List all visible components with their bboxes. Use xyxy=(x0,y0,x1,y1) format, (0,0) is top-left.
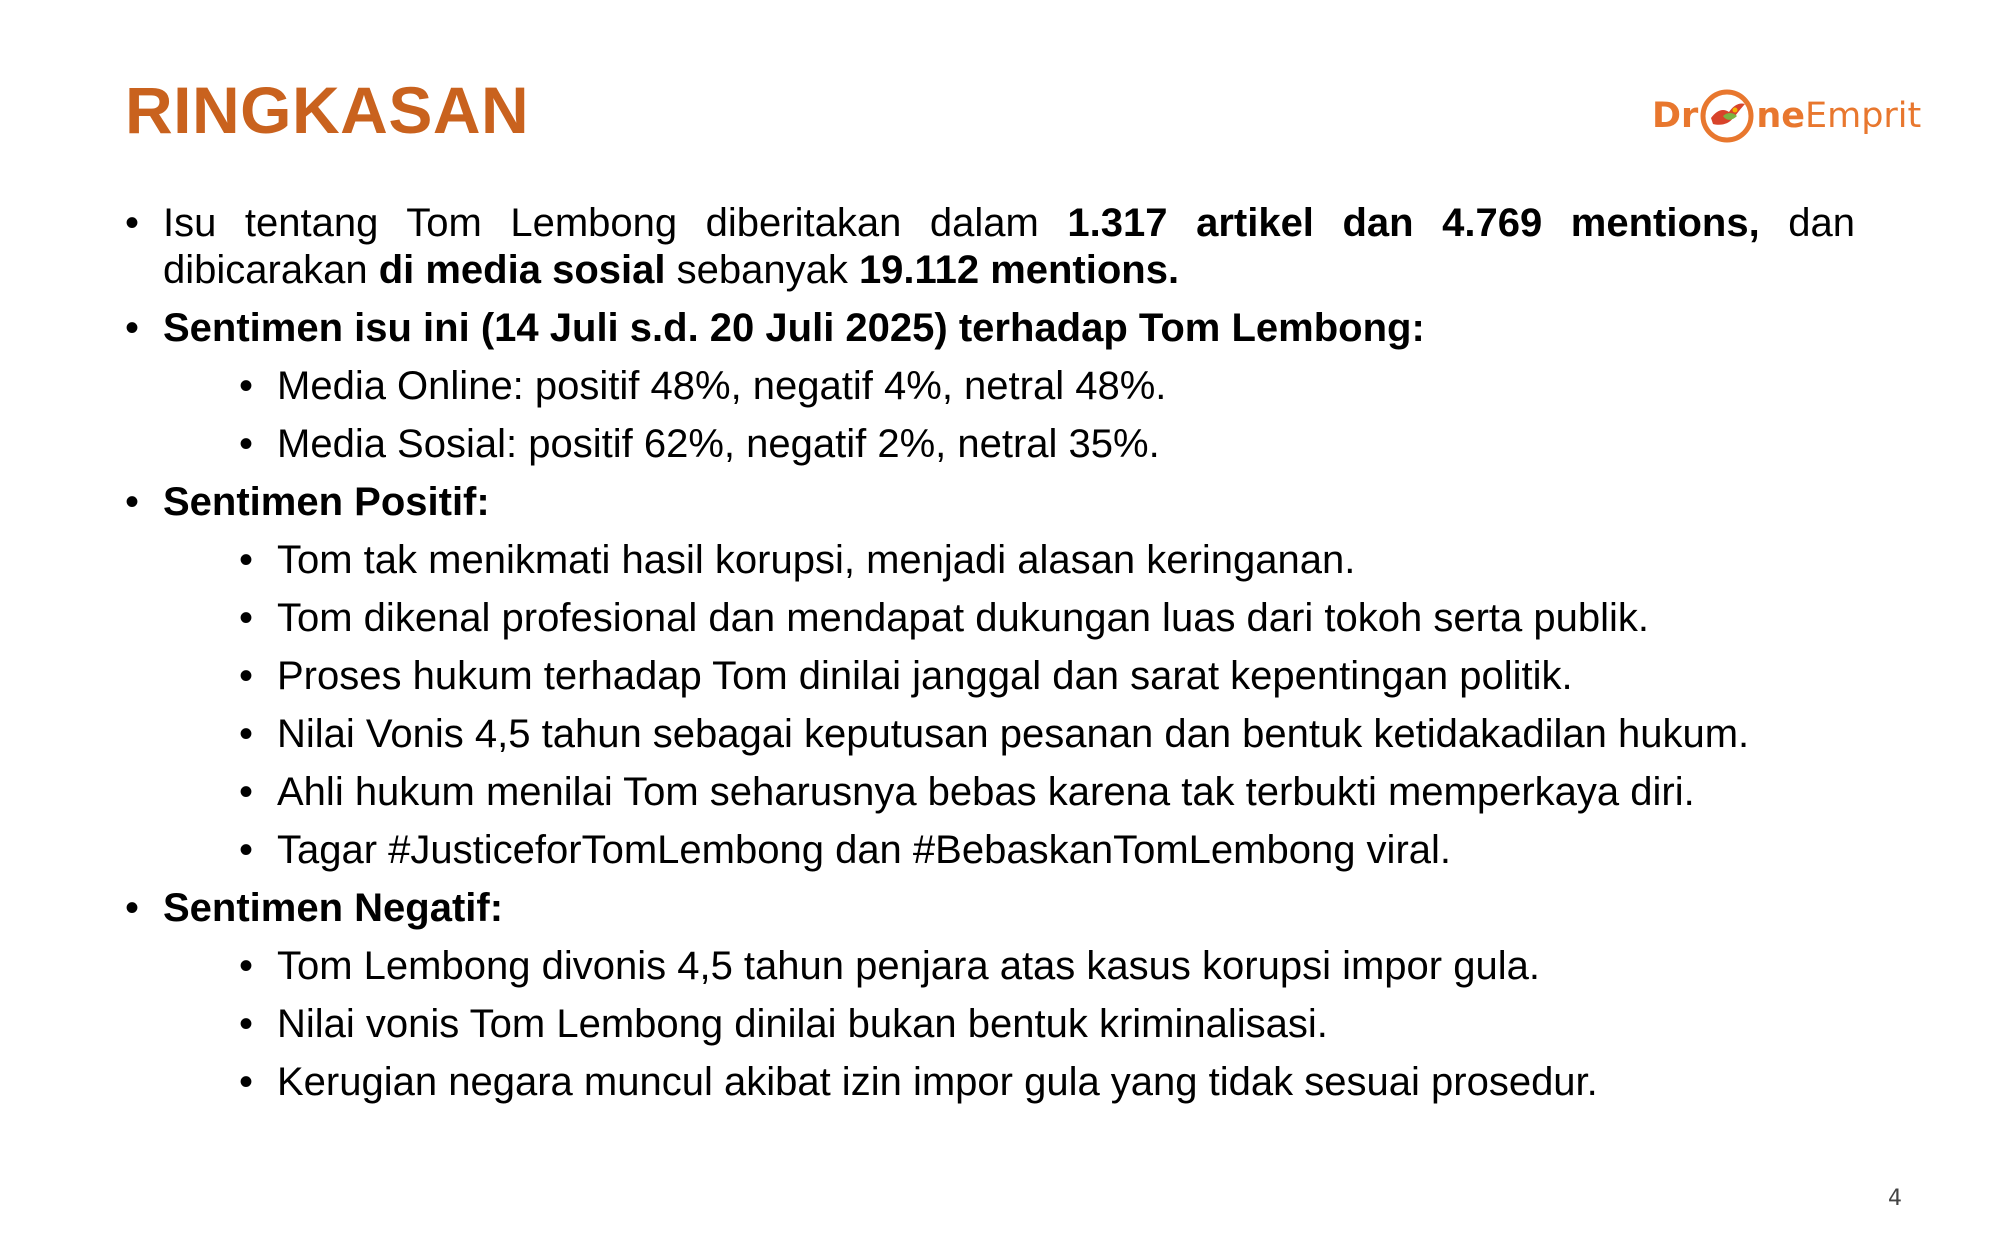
positive-item: • Nilai Vonis 4,5 tahun sebagai keputusan pesanan dan bentuk ketidakadilan hukum. xyxy=(239,711,1855,758)
summary-content xyxy=(125,200,1855,1117)
drone-bird-circle-icon xyxy=(1699,88,1755,144)
positive-bullet xyxy=(125,479,1855,874)
positive-sublist xyxy=(163,537,1855,874)
intro-bullet xyxy=(125,200,1855,294)
sentiment-item: • Media Sosial: positif 62%, negatif 2%, netral 35%. xyxy=(239,421,1855,468)
positive-item: • Proses hukum terhadap Tom dinilai janggal dan sarat kepentingan politik. xyxy=(239,653,1855,700)
positive-item: • Tom dikenal profesional dan mendapat dukungan luas dari tokoh serta publik. xyxy=(239,595,1855,642)
negative-heading: Sentimen Negatif: xyxy=(163,886,504,930)
negative-item: • Kerugian negara muncul akibat izin impor gula yang tidak sesuai prosedur. xyxy=(239,1059,1855,1106)
summary-list xyxy=(125,200,1855,1106)
intro-bold-mentions: 19.112 mentions. xyxy=(858,248,1180,292)
positive-item: • Ahli hukum menilai Tom seharusnya bebas karena tak terbukti memperkaya diri. xyxy=(239,769,1855,816)
sentiment-item: • Media Online: positif 48%, negatif 4%, netral 48%. xyxy=(239,363,1855,410)
page-title: RINGKASAN xyxy=(125,73,530,147)
negative-bullet xyxy=(125,885,1855,1106)
sentiment-sublist xyxy=(163,363,1855,468)
logo-text-dr: Dr xyxy=(1652,95,1699,136)
intro-text-1: Isu tentang Tom Lembong diberitakan dalam xyxy=(163,201,1068,245)
intro-text-2: dan dibicarakan xyxy=(163,201,1855,292)
logo-text-ne: ne xyxy=(1756,95,1805,136)
sentiment-heading: Sentimen isu ini (14 Juli s.d. 20 Juli 2025) terhadap Tom Lembong: xyxy=(163,306,1425,350)
negative-item: • Tom Lembong divonis 4,5 tahun penjara atas kasus korupsi impor gula. xyxy=(239,943,1855,990)
intro-text-3: sebanyak xyxy=(665,248,859,292)
positive-heading: Sentimen Positif: xyxy=(163,480,490,524)
intro-bold-counts: 1.317 artikel dan 4.769 mentions, xyxy=(1067,201,1760,245)
negative-item: • Nilai vonis Tom Lembong dinilai bukan bentuk kriminalisasi. xyxy=(239,1001,1855,1048)
negative-sublist xyxy=(163,943,1855,1106)
sentiment-bullet xyxy=(125,305,1855,468)
drone-emprit-logo xyxy=(1652,88,1921,144)
positive-item: • Tagar #JusticeforTomLembong dan #BebaskanTomLembong viral. xyxy=(239,827,1855,874)
page-number: 4 xyxy=(1888,1186,1902,1211)
intro-bold-social: di media sosial xyxy=(378,248,666,292)
logo-text-emprit: Emprit xyxy=(1804,95,1922,136)
positive-item: • Tom tak menikmati hasil korupsi, menjadi alasan keringanan. xyxy=(239,537,1855,584)
